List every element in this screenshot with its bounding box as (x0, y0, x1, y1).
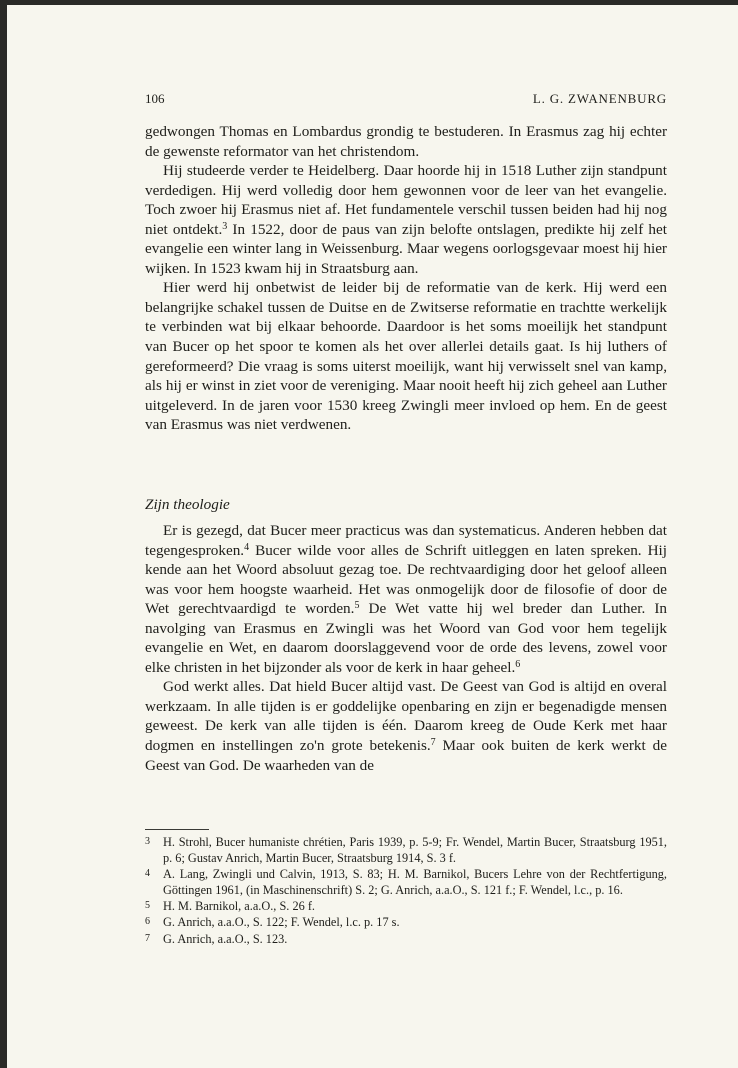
footnote-ref: 7 (430, 737, 436, 749)
footnote-number: 4 (145, 868, 150, 880)
footnote-number: 3 (145, 836, 150, 847)
paragraph-text: Maar ook buiten de kerk werkt de Geest van God. De waarheden van de (145, 737, 667, 774)
paragraph (145, 521, 667, 677)
body-text (145, 122, 667, 435)
section-body (145, 521, 667, 775)
paragraph-text: Er is gezegd, dat Bucer meer practicus was dan systematicus. Anderen hebben dat tegengesproken. (145, 522, 667, 559)
paragraph-text: gedwongen Thomas en Lombardus grondig te bestuderen. In Erasmus zag hij echter de gewenste reformator van het christendom. (145, 123, 667, 160)
footnote-text: A. Lang, Zwingli und Calvin, 1913, S. 83; H. M. Barnikol, Bucers Lehre von der Rechtfertigung, Göttingen 1961, (in Maschinenschrift) S. 2; G. Anrich, a.a.O., S. 121 f.; F. Wendel, l.c., p. 16. (163, 867, 667, 898)
footnote-separator (145, 829, 209, 830)
footnote-ref: 3 (222, 220, 228, 232)
page-number: 106 (145, 91, 165, 106)
footnote-number: 5 (145, 900, 150, 912)
section-heading: Zijn theologie (145, 496, 230, 513)
footnote-ref: 4 (244, 541, 250, 553)
footnote-number: 7 (145, 932, 150, 944)
paragraph-text: Hij studeerde verder te Heidelberg. Daar hoorde hij in 1518 Luther zijn standpunt verdedigen. Hij werd volledig door hem gewonnen voor de leer van het evangelie. Toch zwoer hij Erasmus niet af. Het fundamentele verschil tussen beiden had hij nog niet ontdekt. (145, 162, 667, 238)
paragraph (145, 278, 667, 434)
paragraph-text: Hier werd hij onbetwist de leider bij de reformatie van de kerk. Hij werd een belangrijke schakel tussen de Duitse en de Zwitserse reformatie en trachtte werkelijk te verbinden wat bij elkaar behoorde. Daardoor is het soms moeilijk het standpunt van Bucer op het spoor te komen als het over allerlei details gaat. Is hij luthers of gereformeerd? Die vraag is soms uiterst moeilijk, want hij verwisselt snel van kamp, als hij er winst in ziet voor de vereniging. Maar nooit heeft hij zich geheel aan Luther uitgeleverd. In de jaren voor 1530 kreeg Zwingli meer invloed op hem. En de geest van Erasmus was niet verdwenen. (145, 279, 667, 434)
paragraph (145, 161, 667, 278)
running-head: L. G. ZWANENBURG (532, 91, 667, 106)
page-header (145, 91, 667, 111)
footnote (145, 914, 667, 930)
footnote-text: H. Strohl, Bucer humaniste chrétien, Paris 1939, p. 5-9; Fr. Wendel, Martin Bucer, Straatsburg 1951, p. 6; Gustav Anrich, Martin Bucer, Straatsburg 1914, S. 3 f. (163, 835, 667, 866)
footnote-text: H. M. Barnikol, a.a.O., S. 26 f. (163, 899, 315, 914)
paragraph-text: De Wet vatte hij wel breder dan Luther. In navolging van Erasmus en Zwingli was het Woord van God voor hem tegelijk evangelie en Wet, en daarom doorslaggevend voor de orde des levens, zowel voor elke christen in het bijzonder als voor de kerk in haar geheel. (145, 600, 667, 676)
footnote (145, 898, 667, 914)
paragraph-text: In 1522, door de paus van zijn belofte ontslagen, predikte hij zelf het evangelie een winter lang in Weissenburg. Maar wegens oorlogsgevaar moest hij hier wijken. In 1523 kwam hij in Straatsburg aan. (145, 220, 667, 277)
scan-border-top (0, 0, 738, 5)
paragraph (145, 122, 667, 161)
paragraph (145, 677, 667, 775)
footnote-text: G. Anrich, a.a.O., S. 123. (163, 931, 288, 946)
footnote-text: G. Anrich, a.a.O., S. 122; F. Wendel, l.c. p. 17 s. (163, 915, 400, 930)
footnote-ref: 5 (354, 600, 360, 612)
footnote (145, 931, 667, 947)
footnote (145, 866, 667, 898)
scan-border-left (0, 0, 7, 1068)
footnotes (145, 834, 667, 947)
paragraph-text: Bucer wilde voor alles de Schrift uitleggen en laten spreken. Hij kende aan het Woord absoluut gezag toe. De rechtvaardiging door het geloof alleen was voor hem hoogste waarheid. Het was onmogelijk door de filosofie of door de Wet gerechtvaardigd te worden. (145, 541, 667, 618)
footnote (145, 834, 667, 866)
paragraph-text: God werkt alles. Dat hield Bucer altijd vast. De Geest van God is altijd en overal werkzaam. In alle tijden is er goddelijke openbaring en zijn er begenadigde mensen geweest. De kerk van alle tijden is één. Daarom kreeg de Oude Kerk met haar dogmen en instellingen zo'n grote betekenis. (145, 678, 667, 755)
footnote-ref: 6 (515, 658, 521, 670)
footnote-number: 6 (145, 916, 150, 928)
